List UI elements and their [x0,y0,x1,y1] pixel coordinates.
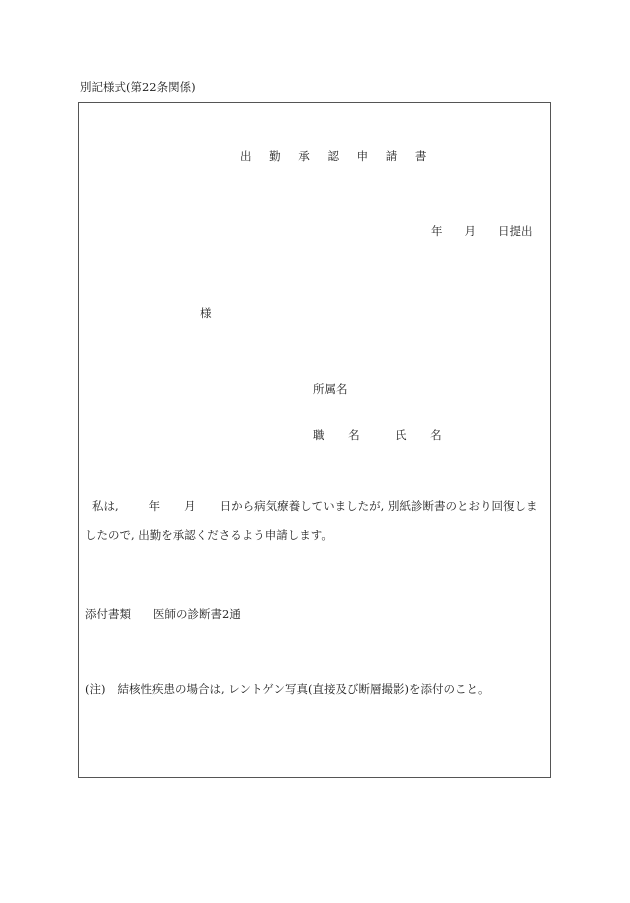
position-label: 職 名 [313,428,370,442]
body-text-line-1 [92,501,537,513]
body-year-label: 年 [148,499,161,513]
date-month-label: 月 [464,224,476,238]
date-year-label: 年 [431,224,443,238]
note-line [85,684,490,696]
body-prefix: 私は, [92,499,119,513]
note-label: (注) [85,682,106,696]
name-label: 氏 名 [395,428,452,442]
attachments-value: 医師の診断書2通 [153,607,241,621]
affiliation-label: 所属名 [313,382,348,396]
body-month-label: 月 [184,499,196,513]
attachments-label: 添付書類 [85,607,131,621]
note-text: 結核性疾患の場合は, レントゲン写真(直接及び断層撮影)を添付のこと。 [117,682,490,696]
body-text-line-2: したので, 出勤を承認くださるよう申請します。 [85,528,333,542]
document-title: 出 勤 承 認 申 請 書 [240,149,434,163]
body-suffix: 日から病気療養していましたが, 別紙診断書のとおり回復しま [219,499,538,513]
addressee-suffix: 様 [200,306,212,320]
form-reference: 別記様式(第22条関係) [80,80,196,94]
attachments-line [85,609,241,621]
date-day-submitted-label: 日提出 [498,224,533,238]
submission-date-line [431,226,533,238]
